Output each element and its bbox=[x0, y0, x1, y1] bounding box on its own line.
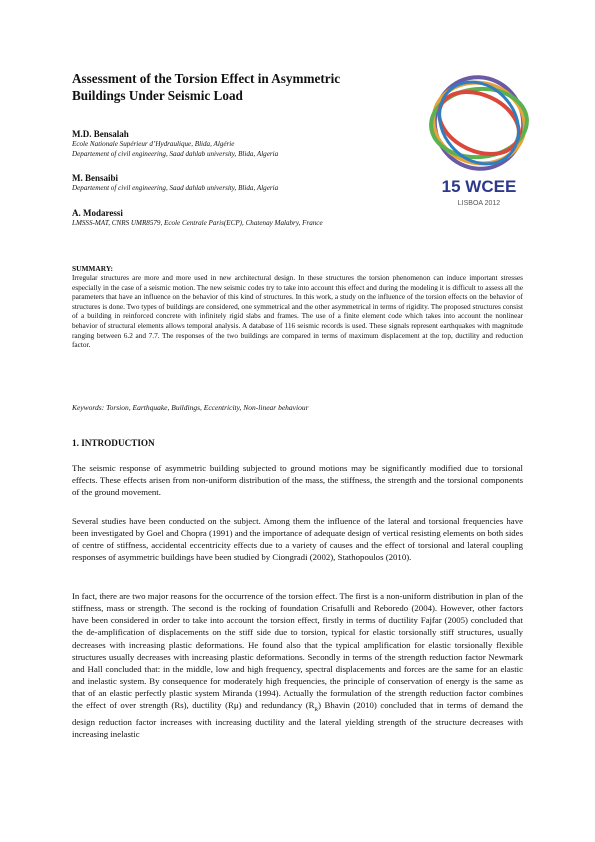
summary-text: Irregular structures are more and more used in new architectural design. In these structures the torsion phenomenon can induce important stresses especially in the case of a seismic motion. The new seismic codes try to take into account this effect and during the modeling it is difficult to assess all the parameters that have an influence on the behavior of this kind of structures. In this work, a study on the influence of the torsion effects on the behavior of structures is done. Two types of buildings are considered, one symmetrical and the other asymmetrical in terms of rigidity. The proposed structures consist of a building in reinforced concrete with infinitely rigid slabs and frames. The use of a finite element code which takes into account the nonlinear behavior of structural elements allows temporal analysis. A database of 116 seismic records is used. These signals represent earthquakes with magnitude ranging between 6.2 and 7.7. The responses of the two buildings are compared in terms of maximum displacement at the top, ductility and reduction factor. bbox=[72, 273, 523, 350]
summary-heading: SUMMARY: bbox=[72, 264, 113, 273]
wcee-rings-icon bbox=[425, 68, 533, 218]
logo-subtext: LISBOA 2012 bbox=[457, 200, 501, 207]
paragraph-tail: ) Bhavin (2010) concluded that in terms of demand the design reduction factor increases with increasing ductility and the lateral yielding strength of the structure decreases with increasing inelastic bbox=[72, 700, 523, 740]
paper-title: Assessment of the Torsion Effect in Asymmetric Buildings Under Seismic Load bbox=[72, 71, 341, 103]
section-heading: 1. INTRODUCTION bbox=[72, 438, 155, 448]
conference-logo bbox=[425, 68, 533, 218]
author-name: M. Bensaibi bbox=[72, 173, 119, 183]
subscript: R bbox=[314, 707, 319, 714]
author-name: M.D. Bensalah bbox=[72, 129, 129, 139]
author-affiliation: LMSSS-MAT, CNRS UMR8579, Ecole Centrale Paris(ECP), Chatenay Malabry, France bbox=[72, 219, 323, 227]
author-affiliation: Departement of civil engineering, Saad dahlab university, Blida, Algeria bbox=[72, 150, 279, 158]
keywords: Keywords: Torsion, Earthquake, Buildings, Eccentricity, Non-linear behaviour bbox=[72, 403, 309, 412]
author-affiliation: Ecole Nationale Supérieur d’Hydraulique, Blida, Algérie bbox=[72, 140, 235, 148]
paragraph: Several studies have been conducted on the subject. Among them the influence of the lateral and torsional frequencies have been investigated by Goel and Chopra (1991) and the importance of adequate design of vertical resisting elements on both sides of centre of stiffness, accidental eccentricity effects due to a variety of causes and the effect of torsional and lateral coupling responses of asymmetric buildings have been studied by Ciongradi (2002), Stathopoulos (2010). bbox=[72, 516, 523, 563]
logo-text: 15 WCEE bbox=[441, 177, 517, 196]
paragraph: The seismic response of asymmetric building subjected to ground motions may be significantly modified due to torsional effects. These effects arisen from non-uniform distribution of the mass, the stiffness, the strength and the torsional components of the ground movement. bbox=[72, 463, 523, 498]
author-name: A. Modaressi bbox=[72, 208, 123, 218]
paragraph-text: In fact, there are two major reasons for the occurrence of the torsion effect. The first is a non-uniform distribution in plan of the stiffness, mass or strength. The second is the rocking of foundation Crisafulli and Reboredo (2004). However, other factors have been considered in order to take into account the torsion effect, firstly in terms of ductility Fajfar (2005) concluded that the de-amplification of displacements on the stiff side due to torsion, typical for elastic torsionally stiff structures, usually decreases with increasing plastic deformations. He found also that the typical amplification for elastic torsionally flexible structures usually decreases with increasing plastic deformations. Secondly in terms of the strength reduction factor Newmark and Hall concluded that: in the middle, low and high frequency, spectral displacements and forces are the same for an elastic and inelastic system. By consequence for moderately high frequencies, the principle of conservation of energy is the same as that of an elastic perfectly plastic system Miranda (1994). Actually the formulation of the strength reduction factor combines the effect of over strength (Rs), ductility (Rμ) and redundancy (R bbox=[72, 591, 523, 711]
author-affiliation: Departement of civil engineering, Saad dahlab university, Blida, Algeria bbox=[72, 184, 279, 192]
paragraph bbox=[72, 590, 523, 741]
